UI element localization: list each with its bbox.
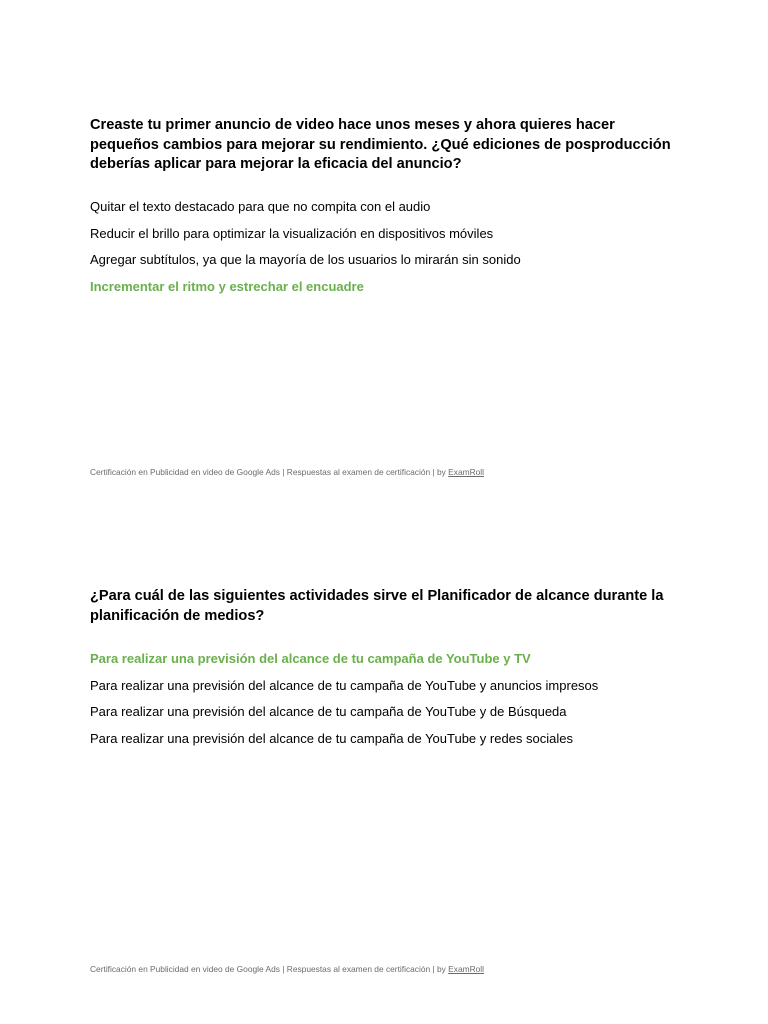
question-2-option-1-correct: Para realizar una previsión del alcance de tu campaña de YouTube y TV	[90, 651, 531, 666]
question-1-text: Creaste tu primer anuncio de video hace unos meses y ahora quieres hacer pequeños cambios para mejorar su rendimiento. ¿Qué ediciones de posproducción deberías aplicar para mejorar la eficacia del anuncio?	[90, 117, 671, 172]
page-footer-1	[90, 467, 484, 477]
examroll-link[interactable]: ExamRoll	[448, 467, 485, 477]
question-1-option-3: Agregar subtítulos, ya que la mayoría de los usuarios lo mirarán sin sonido	[90, 252, 521, 267]
examroll-link[interactable]: ExamRoll	[448, 964, 485, 974]
question-1-option-2: Reducir el brillo para optimizar la visualización en dispositivos móviles	[90, 225, 494, 241]
question-2-option-3: Para realizar una previsión del alcance de tu campaña de YouTube y de Búsqueda	[90, 704, 567, 719]
question-2-options	[90, 651, 730, 757]
question-1-options	[90, 199, 730, 305]
question-2-option-2: Para realizar una previsión del alcance de tu campaña de YouTube y anuncios impresos	[90, 677, 599, 693]
question-2-option-4: Para realizar una previsión del alcance de tu campaña de YouTube y redes sociales	[90, 730, 573, 746]
question-1-option-1: Quitar el texto destacado para que no compita con el audio	[90, 199, 431, 214]
footer-text: Certificación en Publicidad en video de Google Ads | Respuestas al examen de certificación | by	[90, 467, 449, 477]
page-footer-2	[90, 964, 484, 974]
question-2-text: ¿Para cuál de las siguientes actividades sirve el Planificador de alcance durante la planificación de medios?	[90, 588, 664, 624]
footer-text: Certificación en Publicidad en video de Google Ads | Respuestas al examen de certificación | by	[90, 964, 449, 974]
question-1-option-4-correct: Incrementar el ritmo y estrechar el encuadre	[90, 278, 364, 294]
